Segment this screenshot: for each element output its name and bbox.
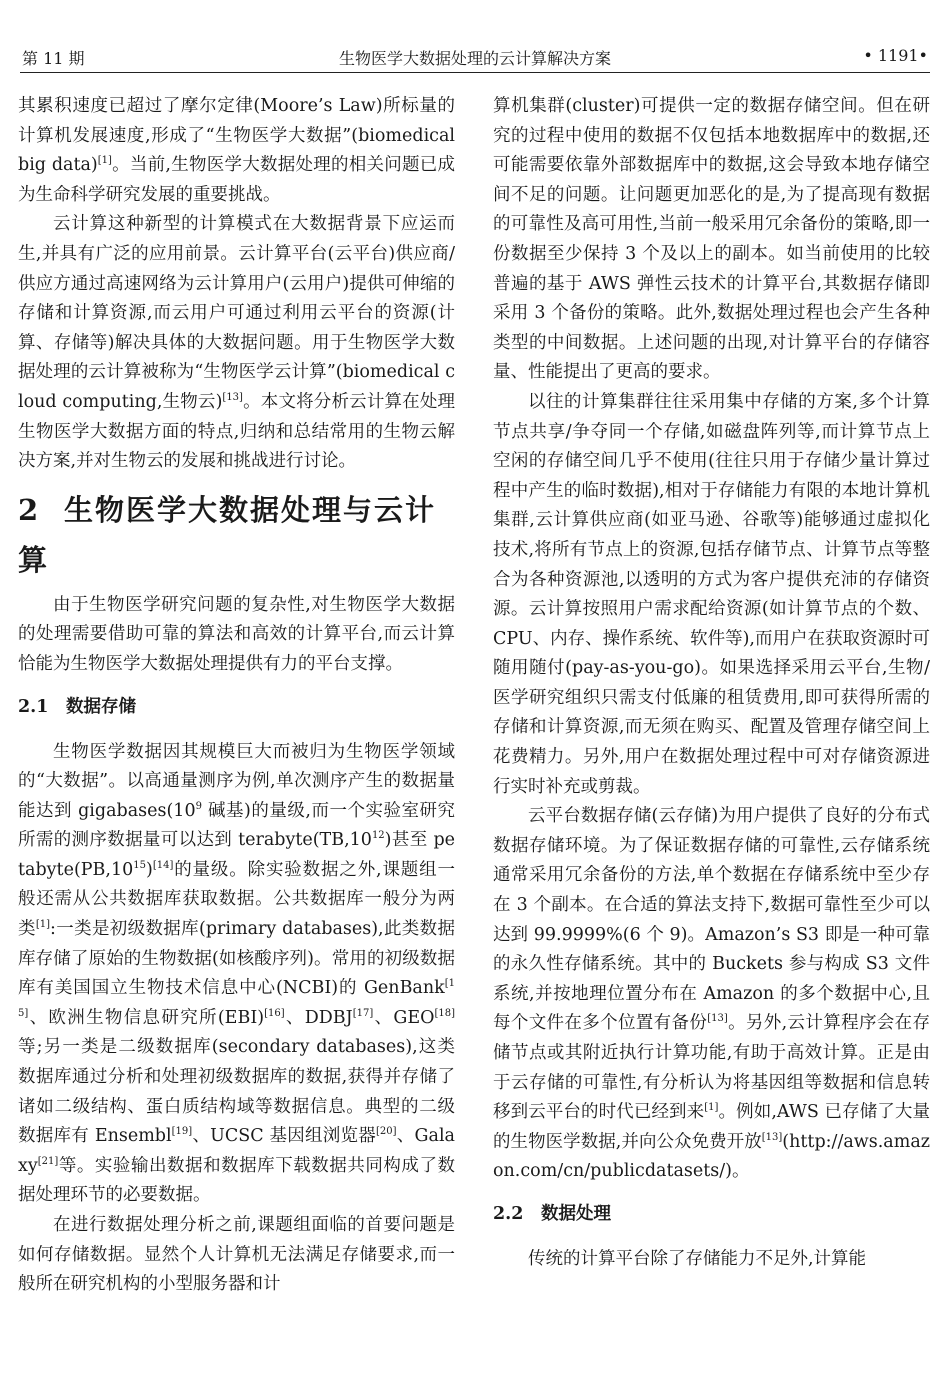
citation-superscript: 15: [133, 859, 146, 871]
text-run: 由于生物医学研究问题的复杂性,对生物医学大数据的处理需要借助可靠的算法和高效的计算平台,而云计算恰能为生物医学大数据处理提供有力的平台支撑。: [18, 594, 455, 674]
citation-superscript: [16]: [264, 1007, 285, 1019]
page-number: • 1191•: [863, 46, 928, 65]
text-run: 等。实验输出数据和数据库下载数据共同构成了数据处理环节的必要数据。: [18, 1155, 455, 1206]
text-run: 、UCSC 基因组浏览器: [192, 1126, 376, 1147]
right-column: [493, 92, 930, 1275]
text-run: ): [145, 859, 153, 880]
text-run: 的量级。除实验数据之外,课题组一般还需从公共数据库获取数据。公共数据库一般分为两类: [18, 859, 455, 940]
citation-superscript: [17]: [352, 1007, 374, 1019]
text-run: 云平台数据存储(云存储)为用户提供了良好的分布式数据存储环境。为了保证数据存储的可靠性,云存储系统通常采用冗余备份的方法,单个数据在存储系统中至少存在 3 个副本。在合适的算法支持下,数据可靠性至少可以达到 99.9999%(6 个 9)。Amazon’s S3 即是一种可靠的永久性存储系统。其中的 Buckets 参与构成 S3 文件系统,并按地理位置分布在 Amazon 的多个数据中心,且每个文件在多个位置有备份: [493, 806, 930, 1034]
text-run: 其累积速度已超过了摩尔定律(Moore’s Law)所标量的计算机发展速度,形成了“生物医学大数据”(biomedical big data): [18, 96, 455, 176]
citation-superscript: [1]: [704, 1102, 719, 1114]
citation-superscript: [13]: [761, 1131, 783, 1143]
paragraph-intro-end: [18, 92, 455, 210]
text-run: 、GEO: [373, 1007, 435, 1028]
paragraph-data-processing: [493, 1245, 930, 1275]
header-rule: [20, 72, 930, 73]
citation-superscript: [19]: [171, 1126, 193, 1138]
paragraph-biomedical-data: [18, 738, 455, 1212]
citation-superscript: [18]: [434, 1007, 456, 1019]
citation-superscript: [15]: [18, 978, 455, 1019]
text-run: 算机集群(cluster)可提供一定的数据存储空间。但在研究的过程中使用的数据不仅包括本地数据库中的数据,还可能需要依靠外部数据库中的数据,这会导致本地存储空间不足的问题。让问题更加恶化的是,为了提高现有数据的可靠性及高可用性,当前一般采用冗余备份的策略,即一份数据至少保持 3 个及以上的副本。如当前使用的比较普遍的基于 AWS 弹性云技术的计算平台,其数据存储即采用 3 个备份的策略。此外,数据处理过程也会产生各种类型的中间数据。上述问题的出现,对计算平台的存储容量、性能提出了更高的要求。: [493, 96, 930, 383]
paragraph-centralized-storage: [493, 388, 930, 802]
citation-superscript: 9: [195, 800, 202, 812]
citation-superscript: [1]: [35, 919, 51, 931]
section-title: 生物医学大数据处理与云计算: [18, 492, 437, 577]
text-run: 生物医学数据因其规模巨大而被归为生物医学领域的“大数据”。以高通量测序为例,单次测序产生的数据量能达到 gigabases(10: [18, 741, 455, 821]
running-title: 生物医学大数据处理的云计算解决方案: [338, 49, 611, 68]
paragraph-storage-problem: [18, 1211, 455, 1300]
section-number: 2: [18, 492, 41, 527]
text-run: 、DDBJ: [284, 1007, 353, 1028]
text-run: 等;另一类是二级数据库(secondary databases),这类数据库通过分析和处理初级数据库的数据,获得并存储了诸如二级结构、蛋白质结构域等数据信息。典型的二级数据库有 Ensembl: [18, 1037, 455, 1147]
section-heading-2: [18, 485, 455, 585]
citation-superscript: [20]: [376, 1126, 397, 1138]
subsection-title: 数据存储: [66, 696, 136, 717]
citation-superscript: [14]: [152, 859, 174, 871]
text-run: 。例如,AWS 已存储了大量的生物医学数据,并向公众免费开放: [493, 1102, 931, 1152]
text-run: 以往的计算集群往往采用集中存储的方案,多个计算节点共享/争夺同一个存储,如磁盘阵列等,而计算节点上空闲的存储空间几乎不使用(往往只用于存储少量计算过程中产生的临时数据),相对于存储能力有限的本地计算机集群,云计算供应商(如亚马逊、谷歌等)能够通过虚拟化技术,将所有节点上的资源,包括存储节点、计算节点等整合为各种资源池,以透明的方式为客户提供充沛的存储资源。云计算按照用户需求配给资源(如计算节点的个数、CPU、内存、操作系统、软件等),而用户在获取资源时可随用随付(pay-as-you-go)。如果选择采用云平台,生物/医学研究组织只需支付低廉的租赁费用,即可获得所需的存储和计算资源,而无须在购买、配置及管理存储空间上花费精力。另外,用户在数据处理过程中可对存储资源进行实时补充或剪裁。: [493, 391, 930, 797]
left-column: [18, 92, 455, 1300]
citation-superscript: [1]: [97, 155, 112, 167]
issue-number: 第 11 期: [22, 49, 85, 68]
citation-superscript: 12: [371, 830, 385, 842]
text-run: 。另外,云计算程序会在存储节点或其附近执行计算功能,有助于高效计算。正是由于云存储的可靠性,有分析认为将基因组等数据和信息转移到云平台的时代已经到来: [493, 1013, 930, 1123]
text-run: 云计算这种新型的计算模式在大数据背景下应运而生,并具有广泛的应用前景。云计算平台(云平台)供应商/供应方通过高速网络为云计算用户(云用户)提供可伸缩的存储和计算资源,而云用户可通过利用云平台的资源(计算、存储等)解决具体的大数据问题。用于生物医学大数据处理的云计算被称为“生物医学云计算”(biomedical cloud computing,生物云): [18, 214, 455, 412]
text-run: 碱基)的量级,而一个实验室研究所需的测序数据量可以达到 terabyte(TB,10: [18, 800, 456, 851]
text-run: 、Galaxy: [18, 1126, 455, 1176]
text-run: )甚至 petabyte(PB,10: [18, 830, 456, 880]
paragraph-section-intro: [18, 591, 455, 680]
subsection-number: 2.1: [18, 696, 49, 717]
subsection-heading-2-1: [18, 692, 455, 722]
text-run: 在进行数据处理分析之前,课题组面临的首要问题是如何存储数据。显然个人计算机无法满足存储要求,而一般所在研究机构的小型服务器和计: [18, 1215, 455, 1295]
citation-superscript: [21]: [37, 1155, 59, 1167]
paragraph-cloud-storage: [493, 802, 930, 1187]
paragraph-cluster-storage: [493, 92, 930, 388]
paragraph-cloud-computing: [18, 210, 455, 476]
citation-superscript: [13]: [707, 1013, 728, 1025]
text-run: 。当前,生物医学大数据处理的相关问题已成为生命科学研究发展的重要挑战。: [18, 155, 455, 205]
subsection-heading-2-2: [493, 1199, 930, 1229]
text-run: :一类是初级数据库(primary databases),此类数据库存储了原始的生物数据(如核酸序列)。常用的初级数据库有美国国立生物技术信息中心(NCBI)的 GenBank: [18, 919, 455, 999]
citation-superscript: [13]: [222, 391, 243, 403]
page-header: [0, 0, 950, 82]
text-run: 。本文将分析云计算在处理生物医学大数据方面的特点,归纳和总结常用的生物云解决方案,并对生物云的发展和挑战进行讨论。: [18, 391, 455, 472]
text-run: (http://aws.amazon.com/cn/publicdatasets/)。: [493, 1131, 930, 1182]
text-run: 传统的计算平台除了存储能力不足外,计算能: [528, 1248, 867, 1269]
text-run: 、欧洲生物信息研究所(EBI): [28, 1007, 265, 1028]
subsection-title: 数据处理: [541, 1203, 611, 1224]
subsection-number: 2.2: [493, 1203, 524, 1224]
